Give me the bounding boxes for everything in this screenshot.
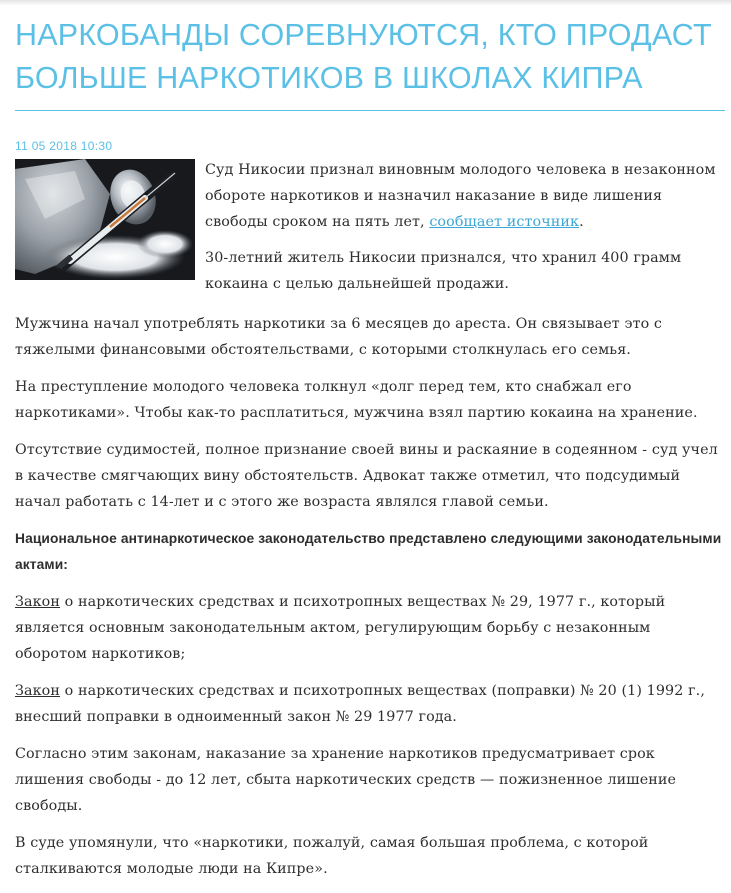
law-item-1 (15, 589, 725, 667)
title-line-1: НАРКОБАНДЫ СОРЕВНУЮТСЯ, КТО ПРОДАСТ (15, 18, 712, 52)
lead-section (15, 157, 725, 307)
law-1-link[interactable]: Закон (15, 594, 61, 610)
legislation-heading: Национальное антинаркотическое законодательство представлено следующими законодательными актами: (15, 531, 722, 572)
paragraph-6: Согласно этим законам, наказание за хранение наркотиков предусматривает срок лишения свободы - до 12 лет, сбыта наркотических средств — пожизненное лишение свободы. (15, 746, 677, 814)
law-1-text: о наркотических средствах и психотропных веществах № 29, 1977 г., который является основным законодательным актом, регулирующим борьбу с незаконным оборотом наркотиков; (15, 594, 666, 662)
paragraph-7: В суде упомянули, что «наркотики, пожалуй, самая большая проблема, с которой сталкиваются молодые люди на Кипре». (15, 835, 649, 877)
paragraph-lead-text: Суд Никосии признал виновным молодого человека в незаконном обороте наркотиков и назначил наказание в виде лишения свободы сроком на пять лет, (205, 162, 716, 230)
paragraph-lead-end: . (579, 214, 584, 230)
title-line-2: БОЛЬШЕ НАРКОТИКОВ В ШКОЛАХ КИПРА (15, 61, 643, 95)
paragraph-2: 30-летний житель Никосии признался, что хранил 400 грамм кокаина с целью дальнейшей продажи. (205, 250, 682, 292)
article (15, 0, 725, 893)
law-2-text: о наркотических средствах и психотропных веществах (поправки) № 20 (1) 1992 г., внесший поправки в одноименный закон № 29 1977 года. (15, 683, 705, 725)
paragraph-3: Мужчина начал употреблять наркотики за 6 месяцев до ареста. Он связывает это с тяжелыми финансовыми обстоятельствами, с которыми столкнулась его семья. (15, 316, 663, 358)
syringe-powder-photo (15, 159, 195, 280)
paragraph-4: На преступление молодого человека толкнул «долг перед тем, кто снабжал его наркотиками». Чтобы как-то расплатиться, мужчина взял партию кокаина на хранение. (15, 379, 698, 421)
article-title (15, 0, 725, 100)
article-datetime: 11 05 2018 10:30 (15, 139, 113, 153)
law-item-2 (15, 678, 725, 730)
title-divider (15, 110, 725, 111)
photo-illustration (15, 159, 195, 280)
law-2-link[interactable]: Закон (15, 683, 61, 699)
source-link[interactable]: сообщает источник (429, 214, 580, 230)
paragraph-5: Отсутствие судимостей, полное признание своей вины и раскаяние в содеянном - суд учел в качестве смягчающих вину обстоятельств. Адвокат также отметил, что подсудимый начал работать с 14-лет и с этого же возраста являлся главой семьи. (15, 442, 718, 510)
